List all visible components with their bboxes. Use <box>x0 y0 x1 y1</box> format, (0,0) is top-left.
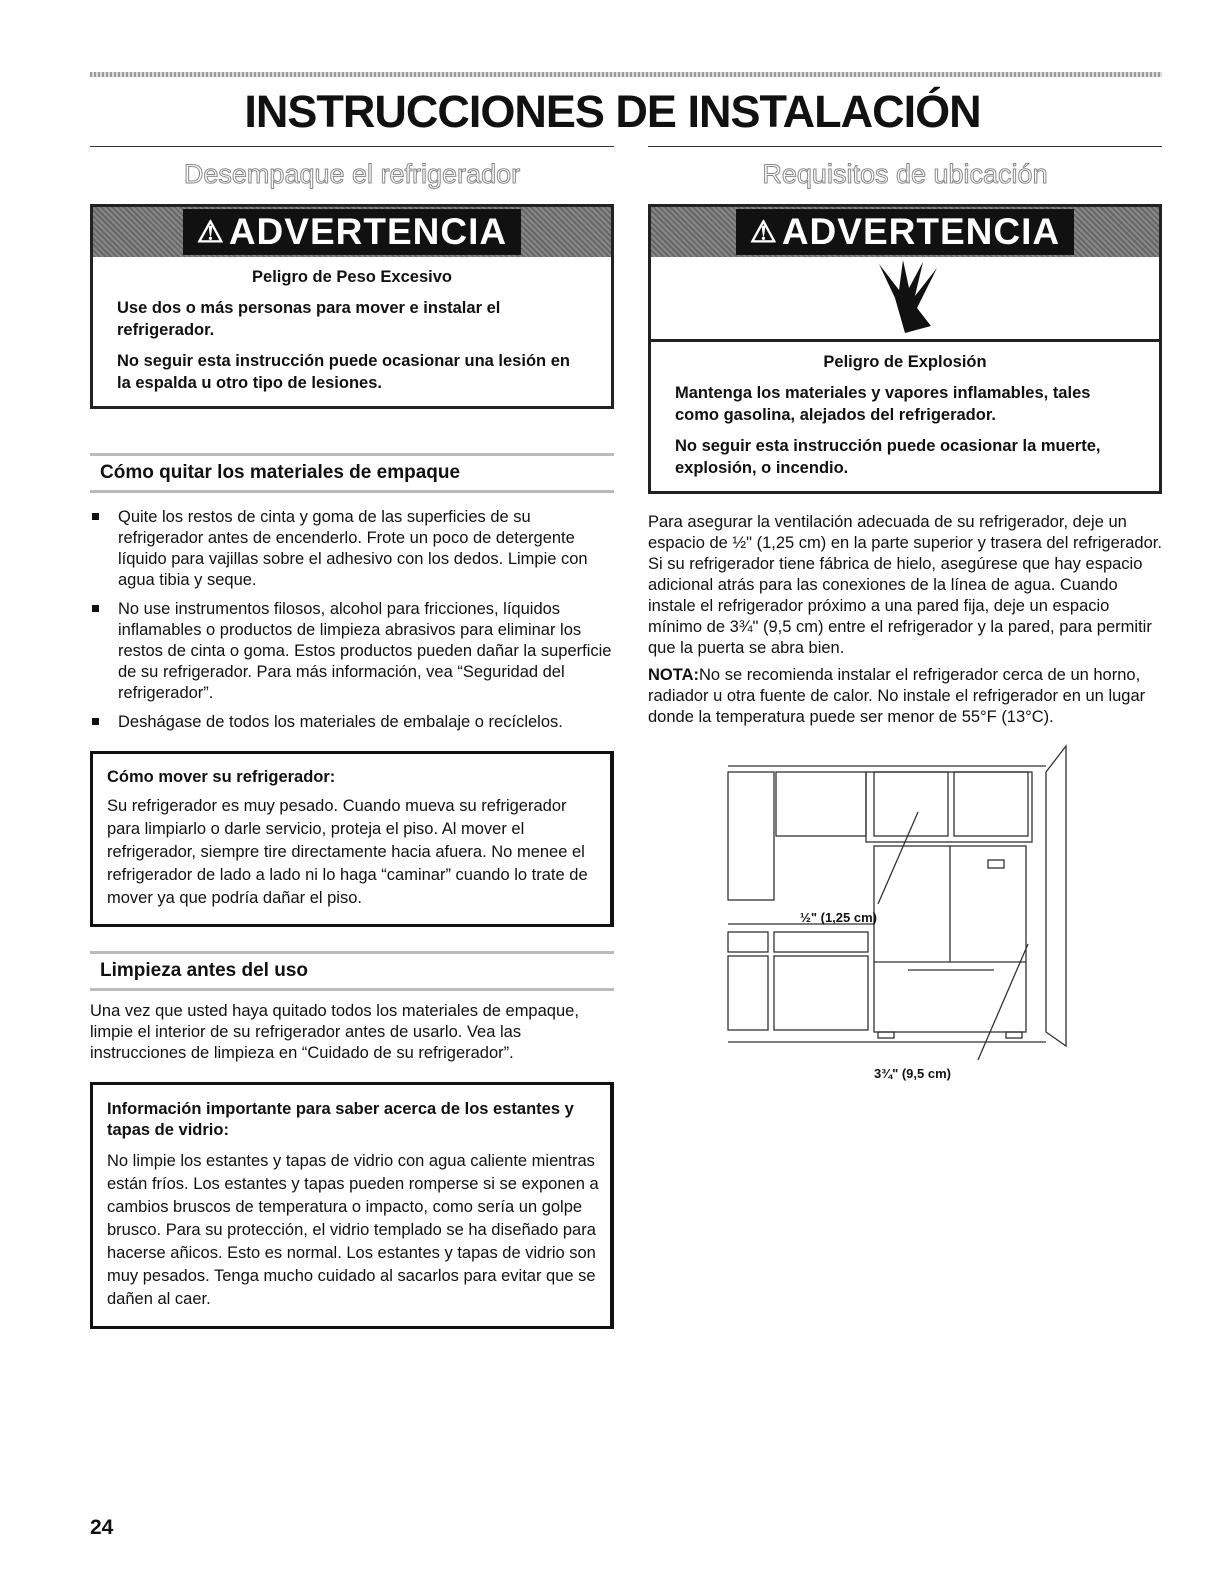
list-item: Quite los restos de cinta y goma de las superficies de su refrigerador antes de encenderlo. Frote un poco de detergente líquido para vajillas sobre el adhesivo con los dedos. Limpie con agua tibia y seque. <box>90 507 614 591</box>
page-title: INSTRUCCIONES DE INSTALACIÓN <box>244 86 981 137</box>
box-text: No limpie los estantes y tapas de vidrio con agua caliente mientras están fríos. Los estantes y tapas pueden romperse si se exponen a cambios bruscos de temperatura o impacto, como sería un golpe brusco. Para su protección, el vidrio templado se ha diseñado para hacerse añicos. Esto es normal. Los estantes y tapas de vidrio son muy pesados. Tenga mucho cuidado al sacarlos para evitar que se dañen al caer. <box>107 1151 599 1309</box>
warning-triangle-icon: ⚠ <box>196 215 225 249</box>
note-text: No se recomienda instalar el refrigerador cerca de un horno, radiador u otra fuente de calor. No instale el refrigerador en un lugar donde la temperatura puede ser menor de 55°F (13°C). <box>648 665 1146 726</box>
section-title-location: Requisitos de ubicación <box>762 159 1048 189</box>
warning-box-explosion <box>648 204 1162 494</box>
warning-label <box>736 209 1074 255</box>
ventilation-text: Para asegurar la ventilación adecuada de su refrigerador, deje un espacio de ½" (1,25 cm) en la parte superior y trasera del refrigerador. Si su refrigerador tiene fábrica de hielo, asegúrese que hay espacio adicional atrás para las conexiones de la línea de agua. Cuando instale el refrigerador próximo a una pared fija, deje un espacio mínimo de 3¾" (9,5 cm) entre el refrigerador y la pared, para permitir que la puerta se abra bien. <box>648 513 1162 657</box>
installation-figure <box>648 742 1162 1082</box>
explosion-icon-area <box>651 257 1159 342</box>
warning-label-text: ADVERTENCIA <box>228 211 508 252</box>
explosion-icon <box>865 258 945 338</box>
clean-text: Una vez que usted haya quitado todos los materiales de empaque, limpie el interior de su refrigerador antes de usarlo. Vea las instrucciones de limpieza en “Cuidado de su refrigerador”. <box>90 1002 579 1063</box>
warning-label-text: ADVERTENCIA <box>781 211 1061 252</box>
clearance-label-side: 3¾" (9,5 cm) <box>874 1065 951 1081</box>
box-text: Su refrigerador es muy pesado. Cuando mueva su refrigerador para limpiarlo o darle servicio, proteja el piso. Al mover el refrigerador, siempre tire directamente hacia afuera. No menee el refrigerador de lado a lado ni lo haga “caminar” cuando lo trate de mover ya que podría dañar el piso. <box>107 796 588 908</box>
subsection-title-remove: Cómo quitar los materiales de empaque <box>90 453 614 493</box>
warning-header <box>93 207 611 257</box>
box-title: Cómo mover su refrigerador: <box>107 767 336 786</box>
left-column <box>90 146 614 1329</box>
section-title-unpack: Desempaque el refrigerador <box>183 159 521 189</box>
warning-triangle-icon: ⚠ <box>749 215 778 249</box>
note-paragraph <box>648 665 1162 728</box>
warning-instruction: Mantenga los materiales y vapores inflamables, tales como gasolina, alejados del refrigerador. <box>675 384 1091 424</box>
warning-consequence: No seguir esta instrucción puede ocasionar la muerte, explosión, o incendio. <box>675 437 1101 477</box>
warning-body <box>651 342 1159 491</box>
right-column <box>648 146 1162 1082</box>
section-rule <box>648 146 1162 147</box>
list-item: Deshágase de todos los materiales de embalaje o recíclelos. <box>90 712 614 733</box>
refrigerator-clearance-diagram <box>648 742 1162 1082</box>
warning-instruction: Use dos o más personas para mover e instalar el refrigerador. <box>117 299 501 339</box>
box-title: Información importante para saber acerca de los estantes y tapas de vidrio: <box>107 1100 574 1140</box>
warning-label <box>183 209 521 255</box>
warning-header <box>651 207 1159 257</box>
warning-box-weight <box>90 204 614 409</box>
move-refrigerator-box <box>90 751 614 927</box>
list-item: No use instrumentos filosos, alcohol para fricciones, líquidos inflamables o productos de limpieza abrasivos para eliminar los restos de cinta o goma. Estos productos pueden dañar la superficie de su refrigerador. Para más información, vea “Seguridad del refrigerador”. <box>90 599 614 704</box>
subsection-title-clean: Limpieza antes del uso <box>90 951 614 991</box>
page-number: 24 <box>90 1516 114 1539</box>
section-rule <box>90 146 614 147</box>
remove-steps-list <box>90 507 614 733</box>
note-label: NOTA: <box>648 665 700 684</box>
glass-shelves-box <box>90 1082 614 1329</box>
hazard-title: Peligro de Explosión <box>823 353 987 371</box>
clearance-label-top: ½" (1,25 cm) <box>800 909 877 925</box>
hazard-title: Peligro de Peso Excesivo <box>252 268 452 286</box>
top-dotted-rule <box>90 72 1162 77</box>
warning-body <box>93 257 611 406</box>
warning-consequence: No seguir esta instrucción puede ocasionar una lesión en la espalda u otro tipo de lesiones. <box>117 352 570 392</box>
